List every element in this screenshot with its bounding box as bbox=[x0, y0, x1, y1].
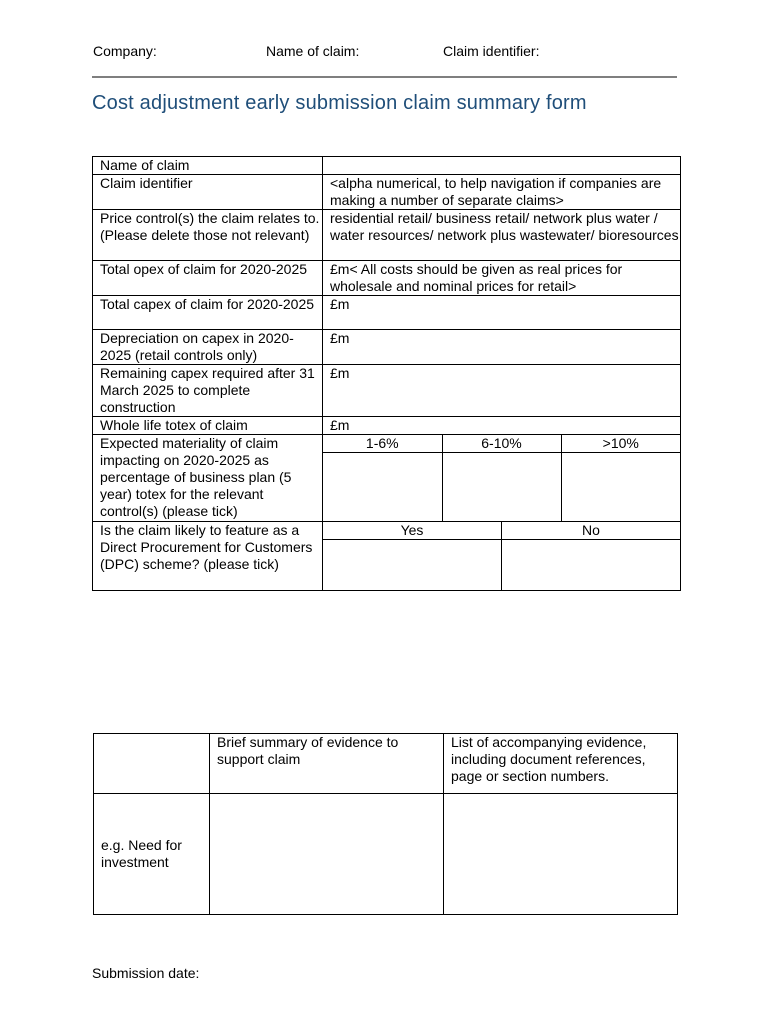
row-label: Claim identifier bbox=[93, 175, 323, 210]
claim-summary-table bbox=[92, 156, 681, 591]
dpc-grid bbox=[323, 522, 680, 591]
table-row bbox=[93, 417, 681, 435]
table-row bbox=[93, 365, 681, 417]
materiality-options bbox=[323, 435, 681, 522]
table-row bbox=[94, 734, 678, 794]
dpc-option-yes: Yes bbox=[323, 522, 502, 540]
materiality-grid bbox=[323, 435, 680, 521]
row-label: Whole life totex of claim bbox=[93, 417, 323, 435]
table-row bbox=[93, 175, 681, 210]
materiality-option-over-10: >10% bbox=[602, 435, 639, 451]
claim-name-label: Name of claim: bbox=[266, 43, 360, 59]
row-value[interactable]: £m bbox=[323, 365, 681, 417]
header-divider bbox=[92, 76, 677, 78]
materiality-tick-over-10[interactable] bbox=[561, 453, 680, 521]
table-row bbox=[93, 261, 681, 296]
materiality-row bbox=[93, 435, 681, 522]
company-label: Company: bbox=[93, 43, 157, 59]
row-value[interactable]: £m bbox=[323, 417, 681, 435]
dpc-options bbox=[323, 521, 681, 591]
table-row bbox=[93, 330, 681, 365]
table-row bbox=[93, 210, 681, 261]
row-label: Total capex of claim for 2020-2025 bbox=[93, 296, 323, 330]
evidence-summary-cell[interactable] bbox=[210, 794, 444, 915]
materiality-tick-1-6[interactable] bbox=[323, 453, 442, 521]
claim-identifier-label: Claim identifier: bbox=[443, 43, 540, 59]
row-value[interactable]: £m< All costs should be given as real prices for wholesale and nominal prices for retail> bbox=[323, 261, 681, 296]
table-row bbox=[93, 157, 681, 175]
row-label: Name of claim bbox=[93, 157, 323, 175]
dpc-tick-no[interactable] bbox=[502, 539, 681, 590]
row-value[interactable]: £m bbox=[323, 330, 681, 365]
dpc-label: Is the claim likely to feature as a Direct Procurement for Customers (DPC) scheme? (please tick) bbox=[93, 521, 323, 591]
row-label: Depreciation on capex in 2020-2025 (retail controls only) bbox=[93, 330, 323, 365]
materiality-tick-6-10[interactable] bbox=[442, 453, 561, 521]
evidence-example-label: e.g. Need for investment bbox=[94, 794, 210, 915]
materiality-option-6-10: 6-10% bbox=[442, 435, 561, 453]
table-row bbox=[94, 794, 678, 915]
dpc-option-no: No bbox=[582, 521, 600, 538]
dpc-tick-yes[interactable] bbox=[323, 539, 502, 590]
row-label: Total opex of claim for 2020-2025 bbox=[93, 261, 323, 296]
evidence-summary-header: Brief summary of evidence to support claim bbox=[210, 734, 444, 794]
submission-date-label: Submission date: bbox=[92, 965, 200, 981]
materiality-option-1-6: 1-6% bbox=[323, 435, 442, 453]
evidence-corner-cell bbox=[94, 734, 210, 794]
evidence-list-header: List of accompanying evidence, including document references, page or section numbers. bbox=[444, 734, 678, 794]
evidence-list-cell[interactable] bbox=[444, 794, 678, 915]
dpc-row bbox=[93, 521, 681, 591]
row-value[interactable]: residential retail/ business retail/ network plus water / water resources/ network plus wastewater/ bioresources bbox=[323, 210, 681, 261]
row-value[interactable]: £m bbox=[323, 296, 681, 330]
row-label: Price control(s) the claim relates to. (Please delete those not relevant) bbox=[93, 210, 323, 261]
materiality-label: Expected materiality of claim impacting on 2020-2025 as percentage of business plan (5 year) totex for the relevant control(s) (please tick) bbox=[93, 435, 323, 522]
table-row bbox=[93, 296, 681, 330]
page-title: Cost adjustment early submission claim summary form bbox=[92, 92, 587, 114]
row-label: Remaining capex required after 31 March 2025 to complete construction bbox=[93, 365, 323, 417]
evidence-table bbox=[93, 733, 678, 915]
row-value[interactable] bbox=[323, 157, 681, 175]
row-value[interactable]: <alpha numerical, to help navigation if companies are making a number of separate claims> bbox=[323, 175, 681, 210]
